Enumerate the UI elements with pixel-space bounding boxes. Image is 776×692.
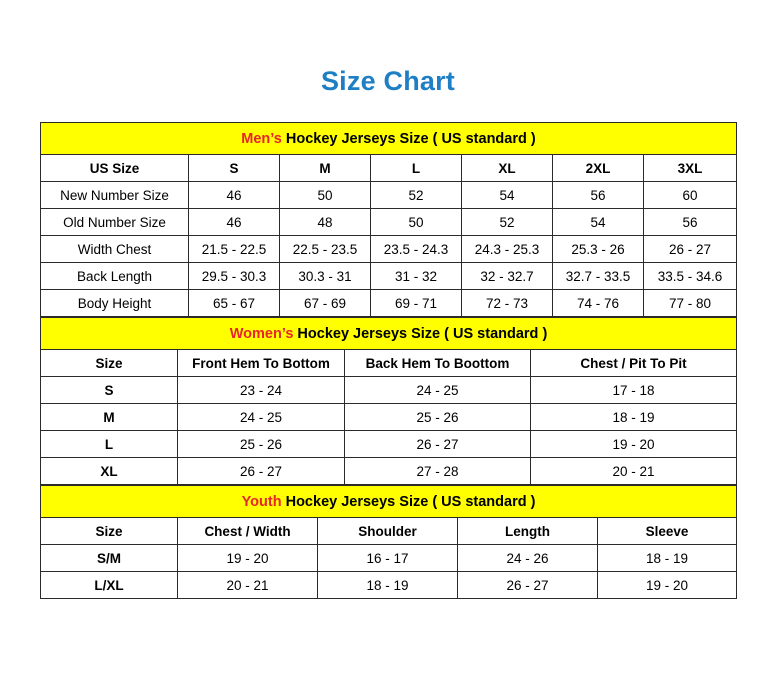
row-label: Old Number Size [41, 209, 189, 236]
table-row [41, 377, 737, 404]
youth-banner-rest: Hockey Jerseys Size ( US standard ) [281, 493, 536, 510]
data-cell: 21.5 - 22.5 [189, 236, 280, 263]
data-cell: 19 - 20 [598, 572, 737, 599]
data-cell: 23 - 24 [178, 377, 345, 404]
womens-header-cell: Chest / Pit To Pit [531, 350, 737, 377]
data-cell: 20 - 21 [531, 458, 737, 485]
data-cell: 50 [371, 209, 462, 236]
data-cell: 18 - 19 [598, 545, 737, 572]
data-cell: 56 [553, 182, 644, 209]
womens-banner-cell [41, 318, 737, 350]
data-cell: 32 - 32.7 [462, 263, 553, 290]
table-row [41, 458, 737, 485]
data-cell: 26 - 27 [345, 431, 531, 458]
row-label: New Number Size [41, 182, 189, 209]
youth-header-cell: Shoulder [318, 518, 458, 545]
data-cell: 27 - 28 [345, 458, 531, 485]
data-cell: 67 - 69 [280, 290, 371, 317]
data-cell: 19 - 20 [178, 545, 318, 572]
row-label: L/XL [41, 572, 178, 599]
data-cell: 24 - 25 [345, 377, 531, 404]
youth-size-table [40, 485, 737, 599]
data-cell: 26 - 27 [178, 458, 345, 485]
table-row [41, 431, 737, 458]
data-cell: 23.5 - 24.3 [371, 236, 462, 263]
size-tables [40, 122, 736, 599]
data-cell: 52 [462, 209, 553, 236]
youth-header-row [41, 518, 737, 545]
data-cell: 65 - 67 [189, 290, 280, 317]
data-cell: 74 - 76 [553, 290, 644, 317]
data-cell: 26 - 27 [458, 572, 598, 599]
womens-header-cell: Back Hem To Boottom [345, 350, 531, 377]
data-cell: 17 - 18 [531, 377, 737, 404]
mens-banner-rest: Hockey Jerseys Size ( US standard ) [281, 130, 536, 147]
data-cell: 24 - 26 [458, 545, 598, 572]
data-cell: 48 [280, 209, 371, 236]
youth-banner-cell [41, 486, 737, 518]
data-cell: 19 - 20 [531, 431, 737, 458]
data-cell: 25 - 26 [178, 431, 345, 458]
womens-header-cell: Size [41, 350, 178, 377]
row-label: XL [41, 458, 178, 485]
womens-size-table [40, 317, 737, 485]
row-label: Width Chest [41, 236, 189, 263]
womens-header-cell: Front Hem To Bottom [178, 350, 345, 377]
table-row [41, 209, 737, 236]
mens-header-cell: XL [462, 155, 553, 182]
youth-header-cell: Size [41, 518, 178, 545]
mens-banner-highlight: Men’s [241, 130, 282, 147]
data-cell: 52 [371, 182, 462, 209]
row-label: Back Length [41, 263, 189, 290]
data-cell: 56 [644, 209, 737, 236]
row-label: S/M [41, 545, 178, 572]
data-cell: 46 [189, 182, 280, 209]
data-cell: 16 - 17 [318, 545, 458, 572]
row-label: Body Height [41, 290, 189, 317]
table-row [41, 290, 737, 317]
row-label: L [41, 431, 178, 458]
mens-header-cell: M [280, 155, 371, 182]
mens-header-cell: US Size [41, 155, 189, 182]
row-label: S [41, 377, 178, 404]
table-row [41, 236, 737, 263]
mens-header-cell: S [189, 155, 280, 182]
page-title: Size Chart [320, 66, 456, 96]
table-row [41, 263, 737, 290]
mens-size-table [40, 122, 737, 317]
data-cell: 77 - 80 [644, 290, 737, 317]
data-cell: 25 - 26 [345, 404, 531, 431]
mens-header-cell: L [371, 155, 462, 182]
youth-banner-highlight: Youth [241, 493, 282, 510]
youth-header-cell: Sleeve [598, 518, 737, 545]
youth-banner-row [41, 486, 737, 518]
table-row [41, 545, 737, 572]
data-cell: 72 - 73 [462, 290, 553, 317]
table-row [41, 572, 737, 599]
data-cell: 33.5 - 34.6 [644, 263, 737, 290]
data-cell: 50 [280, 182, 371, 209]
mens-header-cell: 2XL [553, 155, 644, 182]
data-cell: 54 [462, 182, 553, 209]
data-cell: 32.7 - 33.5 [553, 263, 644, 290]
womens-banner-highlight: Women’s [229, 325, 294, 342]
data-cell: 18 - 19 [318, 572, 458, 599]
data-cell: 18 - 19 [531, 404, 737, 431]
data-cell: 26 - 27 [644, 236, 737, 263]
womens-header-row [41, 350, 737, 377]
data-cell: 69 - 71 [371, 290, 462, 317]
mens-header-cell: 3XL [644, 155, 737, 182]
table-row [41, 182, 737, 209]
table-row [41, 404, 737, 431]
mens-banner-row [41, 123, 737, 155]
data-cell: 24.3 - 25.3 [462, 236, 553, 263]
youth-header-cell: Length [458, 518, 598, 545]
row-label: M [41, 404, 178, 431]
data-cell: 60 [644, 182, 737, 209]
data-cell: 24 - 25 [178, 404, 345, 431]
womens-banner-row [41, 318, 737, 350]
data-cell: 30.3 - 31 [280, 263, 371, 290]
mens-header-row [41, 155, 737, 182]
data-cell: 25.3 - 26 [553, 236, 644, 263]
data-cell: 29.5 - 30.3 [189, 263, 280, 290]
data-cell: 20 - 21 [178, 572, 318, 599]
data-cell: 22.5 - 23.5 [280, 236, 371, 263]
womens-banner-rest: Hockey Jerseys Size ( US standard ) [293, 325, 548, 342]
data-cell: 31 - 32 [371, 263, 462, 290]
mens-banner-cell [41, 123, 737, 155]
youth-header-cell: Chest / Width [178, 518, 318, 545]
data-cell: 46 [189, 209, 280, 236]
data-cell: 54 [553, 209, 644, 236]
